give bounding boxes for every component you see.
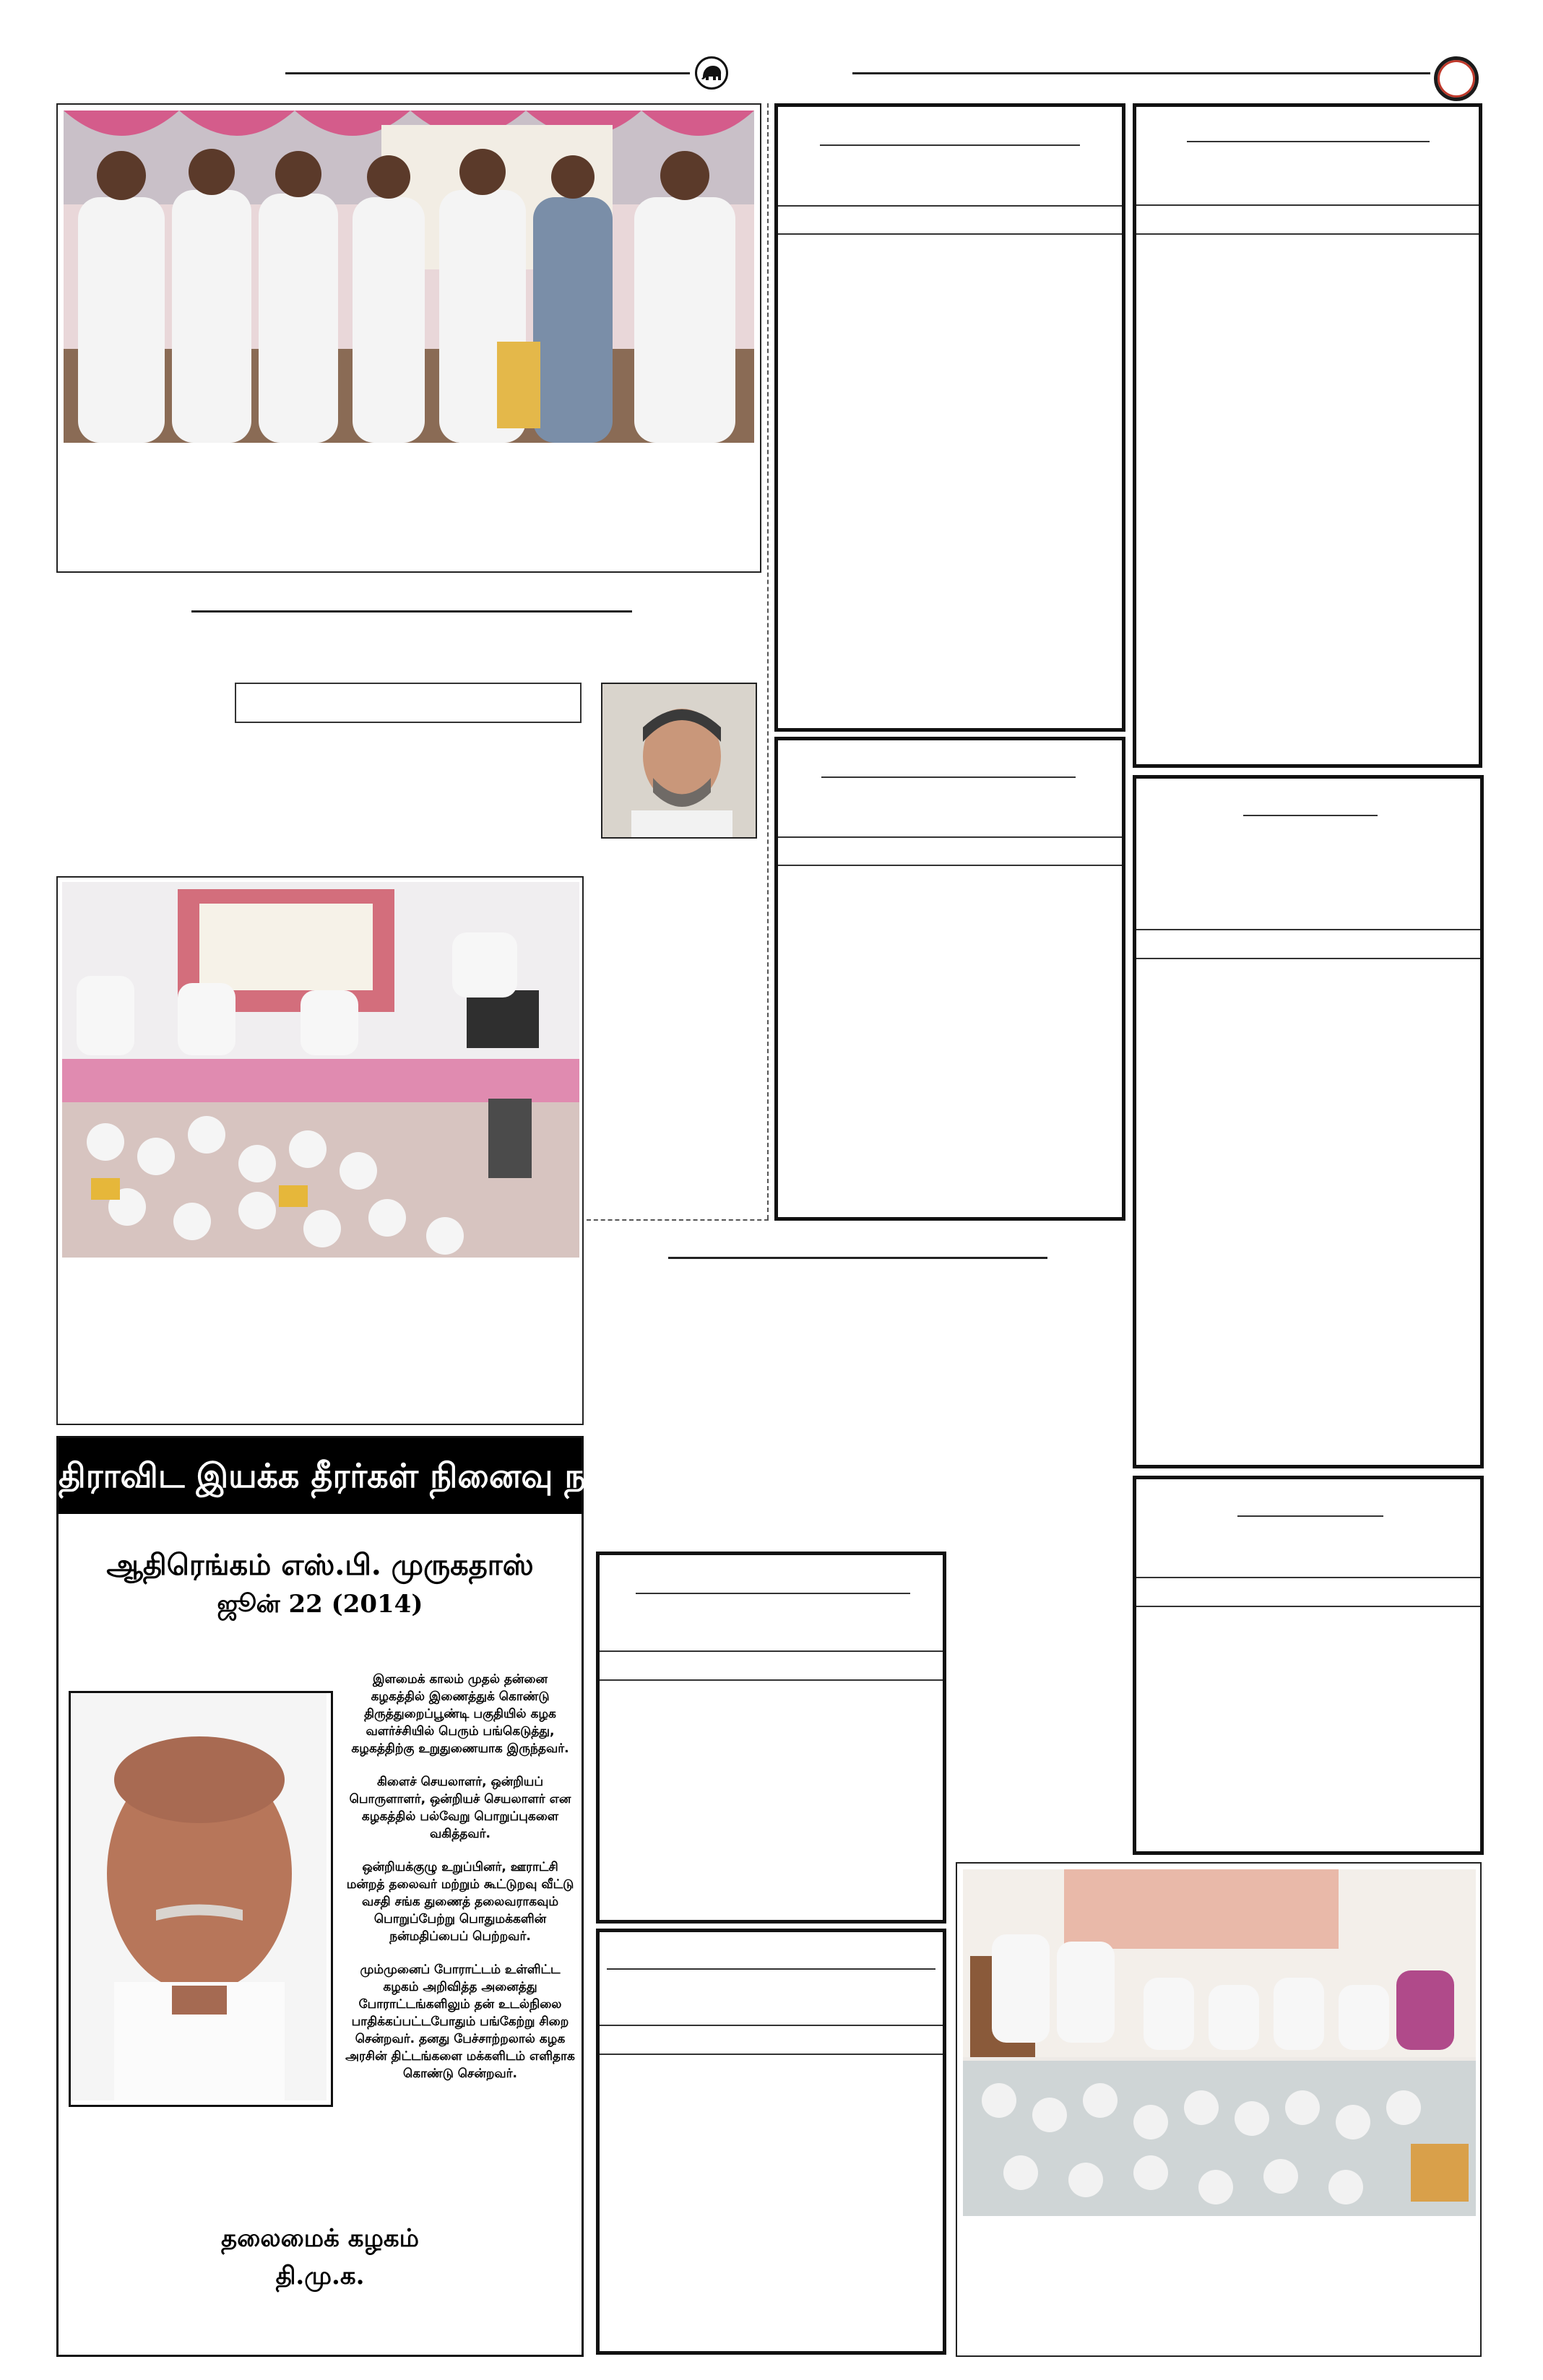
news-box-b: [1133, 103, 1482, 768]
box-c-divider: [778, 865, 1122, 866]
article-meeting-right: [956, 1862, 1482, 2357]
article-top-left: [56, 103, 761, 573]
row-separator: [587, 1219, 769, 1221]
box-d-divider: [1136, 958, 1480, 959]
memorial-portrait-photo: [69, 1691, 333, 2107]
news-box-g: [596, 1929, 946, 2355]
memorial-bio-paragraph: கிளைச் செயலாளர், ஒன்றியப் பொருளாளர், ஒன்றியச் செயலாளர் என கழகத்தில் பல்வேறு பொறுப்புகளை வகித்தவர்.: [349, 1775, 571, 1841]
box-a-divider: [778, 233, 1122, 235]
box-d-title-rule: [1243, 815, 1378, 816]
news-box-e: [1133, 1476, 1484, 1855]
memorial-ad: [56, 1436, 634, 2357]
article-meeting-left: [56, 876, 584, 1425]
box-b-divider: [1136, 204, 1479, 206]
box-b-divider: [1136, 233, 1479, 235]
box-e-divider: [1136, 1606, 1480, 1607]
box-c-divider: [778, 836, 1122, 838]
memorial-footer-line2: தி.மு.க.: [275, 2262, 365, 2290]
memorial-bio-paragraph: மும்முனைப் போராட்டம் உள்ளிட்ட கழகம் அறிவித்த அனைத்து போராட்டங்களிலும் தன் உடல்நிலை பாதிக்கப்பட்டபோதும் பங்கேற்று சிறை சென்றவர். தனது பேச்சாற்றலால் கழக அரசின் திட்டங்களை மக்களிடம் எளிதாக கொண்டு சென்றவர்.: [345, 1963, 575, 2081]
memorial-banner-text: திராவிட இயக்க தீரர்கள் நினைவு நாள்: [59, 1456, 634, 1495]
memorial-date: ஜூன் 22 (2014): [217, 1590, 423, 1619]
page-circle-icon: [1434, 56, 1479, 101]
news-box-f: [596, 1552, 946, 1924]
memorial-footer-line1: தலைமைக் கழகம்: [221, 2224, 419, 2253]
news-box-c: [774, 737, 1125, 1221]
headline-rule-center: [668, 1257, 1047, 1259]
news-box-d: [1133, 775, 1484, 1468]
elephant-emblem-icon: [695, 56, 728, 90]
box-c-title-rule: [821, 776, 1076, 778]
group-photo: [64, 111, 754, 443]
box-b-title-rule: [1187, 141, 1430, 142]
box-f-divider: [600, 1679, 943, 1681]
memorial-name: ஆதிரெங்கம் எஸ்.பி. முருகதாஸ்: [106, 1548, 534, 1582]
memorial-bio-paragraph: ஒன்றியக்குழு உறுப்பினர், ஊராட்சி மன்றத் தலைவர் மற்றும் கூட்டுறவு வீட்டு வசதி சங்க துணைத் தலைவராகவும் பொறுப்பேற்று பொதுமக்களின் நன்மதிப்பைப் பெற்றவர்.: [346, 1860, 574, 1944]
memorial-bio: [344, 1671, 576, 2098]
headline-rule: [191, 610, 632, 613]
meeting-photo: [62, 882, 579, 1258]
box-a-title-rule: [820, 144, 1080, 146]
news-box-a: [774, 103, 1125, 732]
header-rule-right: [852, 72, 1430, 74]
box-e-divider: [1136, 1577, 1480, 1578]
box-d-divider: [1136, 929, 1480, 930]
box-g-divider: [600, 2054, 943, 2055]
box-f-divider: [600, 1650, 943, 1652]
header-rule-left: [285, 72, 690, 74]
portrait-photo: [601, 683, 757, 839]
box-g-divider: [600, 2025, 943, 2026]
subtitle-box: [235, 683, 582, 723]
box-e-title-rule: [1237, 1515, 1383, 1517]
meeting-photo: [963, 1869, 1476, 2216]
box-f-title-rule: [636, 1593, 910, 1594]
memorial-banner: [59, 1438, 634, 1514]
column-separator: [767, 103, 769, 1219]
box-g-title-rule: [607, 1968, 935, 1970]
memorial-bio-paragraph: இளமைக் காலம் முதல் தன்னை கழகத்தில் இணைத்துக் கொண்டு திருத்துறைப்பூண்டி பகுதியில் கழக வளர்ச்சியில் பெரும் பங்கெடுத்து, கழகத்திற்கு உறுதுணையாக இருந்தவர்.: [351, 1672, 569, 1756]
box-a-divider: [778, 205, 1122, 207]
